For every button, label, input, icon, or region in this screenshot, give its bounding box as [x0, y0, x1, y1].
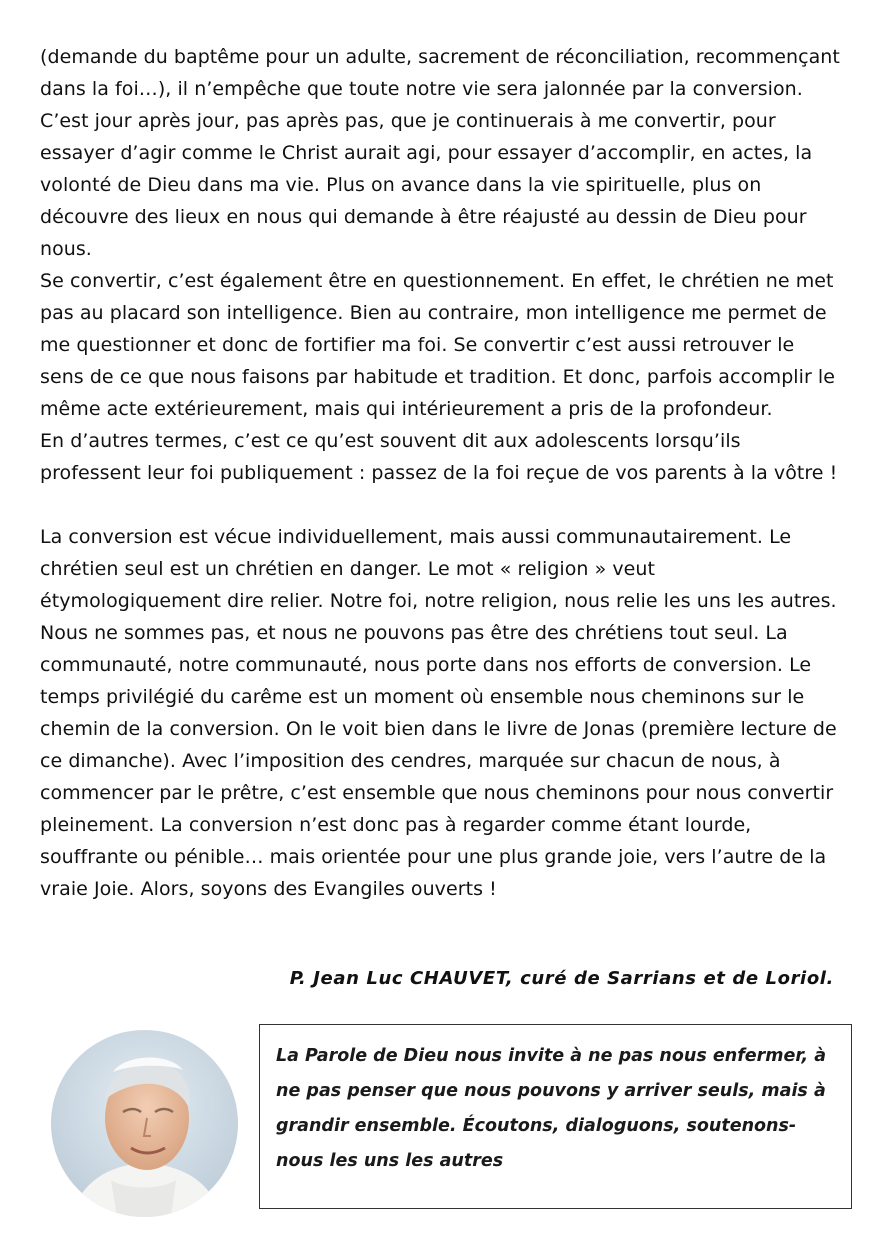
paragraph-3: En d’autres termes, c’est ce qu’est souvent dit aux adolescents lorsqu’ils professent leur foi publiquement : passez de la foi reçue de vos parents à la vôtre !: [40, 430, 838, 484]
quote-box: [259, 1024, 852, 1209]
article-body: [40, 41, 840, 905]
paragraph-spacer: [40, 489, 840, 521]
author-signature: P. Jean Luc CHAUVET, curé de Sarrians et de Loriol.: [289, 968, 834, 989]
quote-text: La Parole de Dieu nous invite à ne pas nous enfermer, à ne pas penser que nous pouvons y arriver seuls, mais à grandir ensemble. Écoutons, dialoguons, soutenons-nous les uns les autres: [276, 1046, 827, 1171]
paragraph-4: La conversion est vécue individuellement, mais aussi communautairement. Le chrétien seul est un chrétien en danger. Le mot « religion » veut étymologiquement dire relier. Notre foi, notre religion, nous relie les uns les autres. Nous ne sommes pas, et nous ne pouvons pas être des chrétiens tout seul. La communauté, notre communauté, nous porte dans nos efforts de conversion. Le temps privilégié du carême est un moment où ensemble nous cheminons sur le chemin de la conversion. On le voit bien dans le livre de Jonas (première lecture de ce dimanche). Avec l’imposition des cendres, marquée sur chacun de nous, à commencer par le prêtre, c’est ensemble que nous cheminons pour nous convertir pleinement. La conversion n’est donc pas à regarder comme étant lourde, souffrante ou pénible… mais orientée pour une plus grande joie, vers l’autre de la vraie Joie. Alors, soyons des Evangiles ouverts !: [40, 526, 837, 900]
paragraph-1: (demande du baptême pour un adulte, sacrement de réconciliation, recommençant dans la foi…), il n’empêche que toute notre vie sera jalonnée par la conversion. C’est jour après jour, pas après pas, que je continuerais à me convertir, pour essayer d’agir comme le Christ aurait agi, pour essayer d’accomplir, en actes, la volonté de Dieu dans ma vie. Plus on avance dans la vie spirituelle, plus on découvre des lieux en nous qui demande à être réajusté au dessin de Dieu pour nous.: [40, 46, 840, 260]
portrait-illustration: [51, 1030, 238, 1217]
pope-portrait-photo: [51, 1030, 238, 1217]
paragraph-2: Se convertir, c’est également être en questionnement. En effet, le chrétien ne met pas au placard son intelligence. Bien au contraire, mon intelligence me permet de me questionner et donc de fortifier ma foi. Se convertir c’est aussi retrouver le sens de ce que nous faisons par habitude et tradition. Et donc, parfois accomplir le même acte extérieurement, mais qui intérieurement a pris de la profondeur.: [40, 270, 835, 420]
